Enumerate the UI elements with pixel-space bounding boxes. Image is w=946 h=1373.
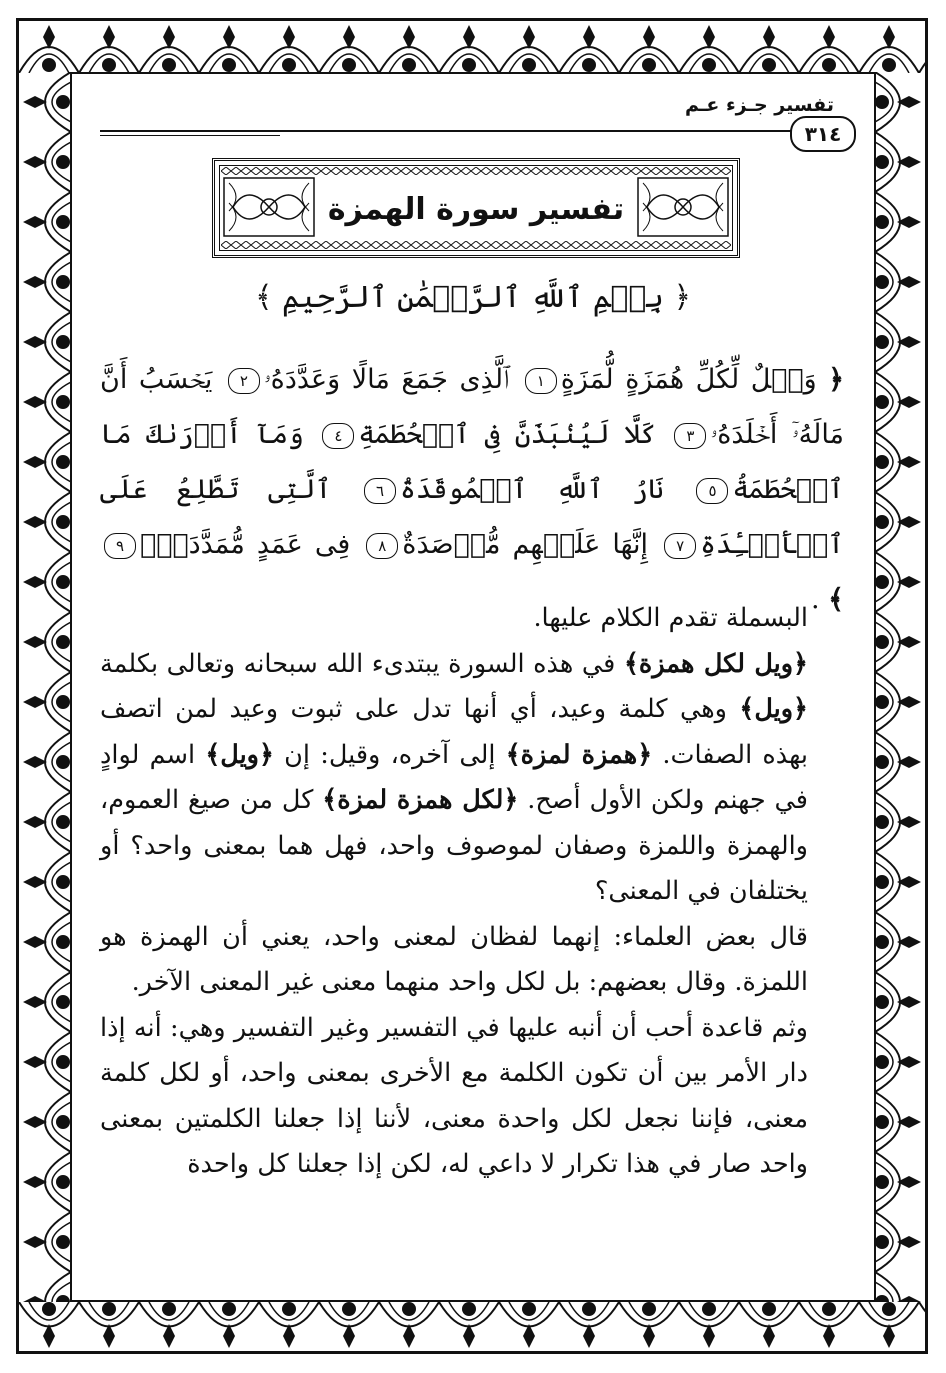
ayah-text: ٱلَّتِى تَطَّلِعُ عَلَى ٱلۡأَفۡـِٔدَةِ xyxy=(100,474,845,560)
surah-title: تفسير سورة الهمزة xyxy=(327,192,625,227)
ayah-text: وَمَآ أَدۡرَىٰكَ مَا ٱلۡحُطَمَةُ xyxy=(100,419,844,505)
running-title: تفسير جـزء عـم xyxy=(684,94,834,116)
paragraph-basmala-note: البسملة تقدم الكلام عليها. xyxy=(533,603,808,633)
paragraph-scholars: قال بعض العلماء: إنهما لفظان لمعنى واحد، يعني أن الهمزة هو اللمزة. وقال بعضهم: بل لكل واحد منهما معنى غير المعنى الآخر. xyxy=(100,921,808,997)
ayah-number-marker: ١ xyxy=(525,368,557,394)
commentary-body xyxy=(100,596,844,1188)
quoted-phrase: ﴿ويل﴾ xyxy=(205,739,274,770)
header-rule-thin xyxy=(100,135,280,136)
ayah-text: ٱلَّذِى جَمَعَ مَالًا وَعَدَّدَهُۥ xyxy=(263,364,510,395)
ayah-number-marker: ٥ xyxy=(696,478,728,504)
basmala: ﴿ بِسۡمِ ٱللَّهِ ٱلرَّحۡمَٰنِ ٱلرَّحِيمِ ﴾ xyxy=(254,280,692,315)
ayah-text: وَيۡلٌ لِّكُلِّ هُمَزَةٍ لُّمَزَةٍ xyxy=(560,364,817,395)
ornate-bracket-open: ﴿ xyxy=(828,364,845,395)
verse-end-dot: . xyxy=(810,584,820,615)
quoted-phrase: ﴿ويل لكل همزة﴾ xyxy=(623,648,808,679)
paragraph-wayl xyxy=(100,642,844,915)
ayah-number-marker: ٣ xyxy=(674,423,706,449)
ayah-number-marker: ٢ xyxy=(228,368,260,394)
paragraph-text: اسم لوادٍ في جهنم ولكن الأول أصح. xyxy=(100,739,808,815)
paragraph-text: كل من صيغ العموم، والهمزة واللمزة وصفان لموصوف واحد، فهل هما بمعنى واحد؟ أو يختلفان في المعنى؟ xyxy=(100,785,808,906)
header-rule xyxy=(100,130,818,132)
ayah-number-marker: ٧ xyxy=(664,533,696,559)
ayah-number-marker: ٤ xyxy=(322,423,354,449)
ayah-number-marker: ٩ xyxy=(104,533,136,559)
ayah-text: كَلَّا لَيُنۢبَذَنَّ فِى ٱلۡحُطَمَةِ xyxy=(358,419,656,450)
cartouche-diamond-band-bottom xyxy=(221,241,731,249)
quoted-phrase: ﴿لكل همزة لمزة﴾ xyxy=(322,785,519,815)
ayah-text: إِنَّهَا عَلَيۡهِم مُّؤۡصَدَةٌ xyxy=(402,529,649,560)
ayah-number-marker: ٦ xyxy=(364,478,396,504)
quoted-phrase: ﴿ويل﴾ xyxy=(739,694,808,724)
border-ornament-left xyxy=(19,72,71,1302)
page-number: ٣١٤ xyxy=(790,116,856,152)
border-ornament-bottom xyxy=(19,1302,925,1351)
quoted-phrase: ﴿همزة لمزة﴾ xyxy=(505,739,653,770)
ornate-bracket-close: ﴾ xyxy=(828,584,844,615)
quran-verses xyxy=(100,352,844,627)
ayah-text: فِى عَمَدٍ مُّمَدَّدَةِۭ xyxy=(140,529,351,560)
paragraph-text: وهي كلمة وعيد، أي أنها تدل على ثبوت وعيد لمن اتصف بهذه الصفات. xyxy=(100,694,808,770)
ayah-text: نَارُ ٱللَّهِ ٱلۡمُوقَدَةُ xyxy=(400,474,664,505)
paragraph-rule: وثم قاعدة أحب أن أنبه عليها في التفسير وغير التفسير وهي: أنه إذا دار الأمر بين أن تكون الكلمة مع الأخرى بمعنى واحد، أو لكل كلمة معنى، فإننا نجعل لكل واحدة معنى، لأننا إذا جعلنا الكلمتين بمعنى واحد صار في هذا تكرار لا داعي له، لكن إذا جعلنا كل واحدة xyxy=(100,1012,808,1179)
arabesque-medallion-right-icon xyxy=(637,177,729,237)
arabesque-medallion-left-icon xyxy=(223,177,315,237)
paragraph-text: في هذه السورة يبتدىء الله سبحانه وتعالى بكلمة xyxy=(100,648,624,679)
border-ornament-top xyxy=(19,21,925,73)
cartouche-diamond-band-top xyxy=(221,167,731,175)
border-ornament-right xyxy=(875,72,925,1302)
surah-title-cartouche xyxy=(212,158,740,258)
ayah-text: يَحۡسَبُ أَنَّ مَالَهُۥٓ أَخۡلَدَهُۥ xyxy=(100,364,845,450)
paragraph-text: إلى آخره، وقيل: إن xyxy=(273,739,506,770)
ayah-number-marker: ٨ xyxy=(366,533,398,559)
